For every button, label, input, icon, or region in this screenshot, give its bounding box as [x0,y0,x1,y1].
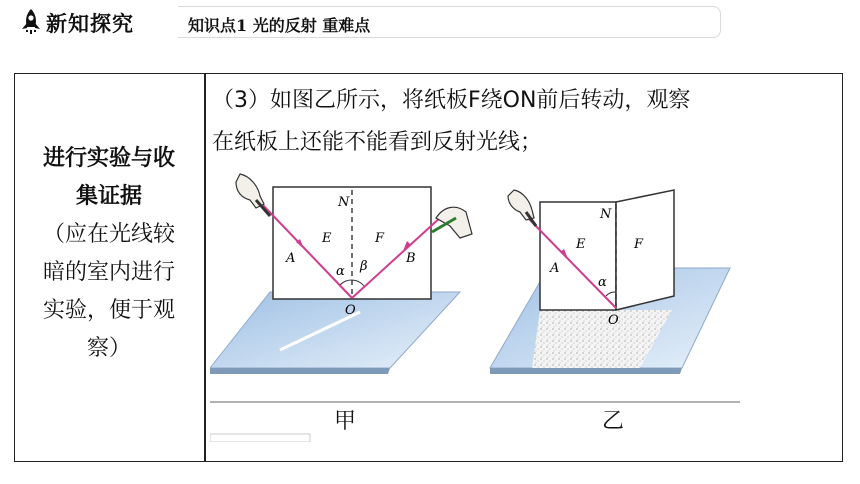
label-f-b: F [634,237,644,252]
mirror-a [210,292,460,368]
figure-svg [210,172,820,442]
note-line-2: 暗的室内进行 [42,260,175,285]
label-e-a: E [322,231,332,246]
label-alpha-b: α [598,275,607,290]
caption-a: 甲 [334,409,357,434]
label-b-a: B [406,251,416,266]
board-f-b [616,190,674,310]
caption-b: 乙 [602,409,625,434]
hand-b-icon [508,190,536,226]
label-beta-a: β [360,259,368,274]
experiment-description [212,80,832,164]
label-n-b: N [600,207,612,222]
label-o-a: O [345,303,356,318]
hand-right-icon [432,207,472,238]
step-title-line1: 进行实验与收 [42,146,175,171]
note-line-3: 实验，便于观 [42,298,175,323]
mirror-edge-b [490,368,682,374]
figure-b [490,190,730,374]
figure-a [210,174,472,374]
rocket-icon [18,8,44,36]
label-e-b: E [576,237,586,252]
figures [210,172,820,442]
hand-left-icon [236,174,270,216]
label-a-b: A [550,261,560,276]
mirror-edge-a [210,368,390,374]
label-alpha-a: α [336,264,345,279]
label-f-a: F [375,231,385,246]
table-divider [204,73,206,462]
note-line-1: （应在光线较 [42,222,175,247]
label-n-a: N [338,195,350,210]
section-header [18,6,722,38]
note-line-4: 察） [86,336,131,361]
step-title-line2: 集证据 [75,184,142,209]
topic-label: 知识点1 光的反射 重难点 [188,16,371,35]
section-title: 新知探究 [46,11,134,36]
left-column [14,140,204,368]
label-o-b: O [608,313,619,328]
description-line1: （3）如图乙所示，将纸板F绕ON前后转动，观察 [212,88,691,113]
description-line2: 在纸板上还能不能看到反射光线； [212,130,543,155]
label-a-a: A [286,251,296,266]
